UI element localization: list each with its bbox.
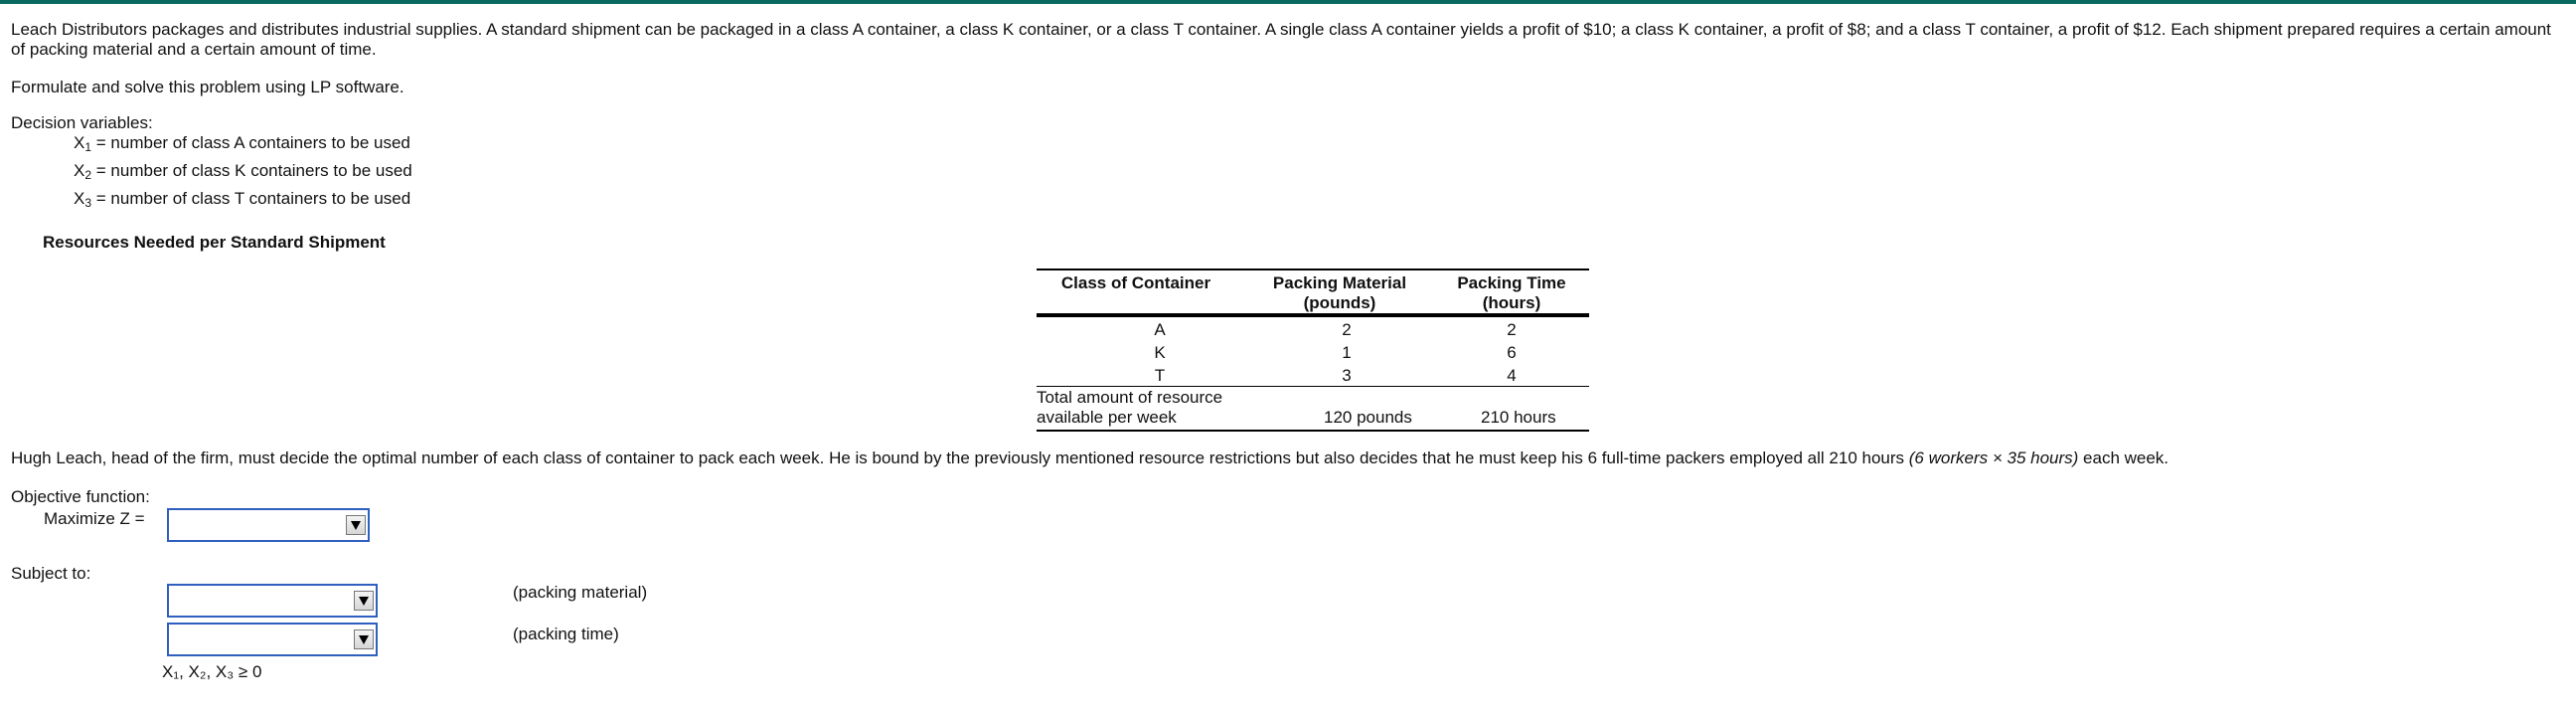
row-class-cell: K (1154, 343, 1166, 362)
problem-intro: Leach Distributors packages and distributes industrial supplies. A standard shipment can be packaged in a class A container, a class K container, or a class T container. A single class A container yields a profit of $10; a class K container, a profit of $8; and a class T container, a profit of $12. Each shipment prepared requires a certain amount of packing material and a certain amount of time. (11, 20, 2551, 59)
rows-bottom-rule (1037, 386, 1589, 387)
header-material: Packing Material (pounds) (1272, 273, 1407, 312)
row-material-cell: 1 (1342, 343, 1352, 362)
followup-text: Hugh Leach, head of the firm, must decide the optimal number of each class of container to pack each week. He is bound by the previously mentioned resource restrictions but also decides that he must keep his 6 full-time packers employed all 210 hours (6 workers × 35 hours) each week. (11, 448, 2170, 467)
row-class-cell: A (1154, 320, 1166, 339)
chevron-down-icon[interactable] (346, 515, 366, 535)
row-time-cell: 4 (1507, 366, 1517, 385)
objective-heading: Objective function: (11, 487, 150, 506)
row-time-cell: 2 (1507, 320, 1517, 339)
chevron-down-icon[interactable] (354, 629, 374, 649)
total-time: 210 hours (1481, 408, 1556, 427)
packing-time-label: (packing time) (513, 625, 619, 643)
maximize-label: Maximize Z = (44, 509, 145, 528)
packing-material-label: (packing material) (513, 583, 648, 602)
header-time: Packing Time (hours) (1457, 273, 1566, 312)
decision-variable-x2: $X_2$ = number of class K containers to be used (74, 161, 412, 182)
total-material: 120 pounds (1324, 408, 1412, 427)
header-class: Class of Container (1060, 273, 1211, 292)
decision-variable-x1: $X_1$ = number of class A containers to be used (74, 133, 410, 154)
instruction-text: Formulate and solve this problem using LP software. (11, 78, 404, 96)
objective-dropdown[interactable] (167, 508, 370, 542)
subject-to-heading: Subject to: (11, 564, 91, 583)
row-material-cell: 3 (1342, 366, 1352, 385)
packing-material-constraint-dropdown[interactable] (167, 584, 378, 618)
row-material-cell: 2 (1342, 320, 1352, 339)
resources-heading: Resources Needed per Standard Shipment (43, 233, 386, 252)
nonnegativity-constraint: X₁, X₂, X₃ ≥ 0 (162, 662, 262, 681)
decision-variable-x3: $X_3$ = number of class T containers to be used (74, 189, 411, 210)
table-top-rule (1037, 268, 1589, 270)
decision-variables-heading: Decision variables: (11, 113, 153, 132)
table-bottom-rule (1037, 430, 1589, 432)
total-label: Total amount of resource available per week (1037, 388, 1223, 427)
row-time-cell: 6 (1507, 343, 1517, 362)
packing-time-constraint-dropdown[interactable] (167, 623, 378, 656)
top-accent-bar (0, 0, 2576, 4)
header-bottom-rule (1037, 313, 1589, 317)
chevron-down-icon[interactable] (354, 591, 374, 611)
row-class-cell: T (1154, 366, 1166, 385)
